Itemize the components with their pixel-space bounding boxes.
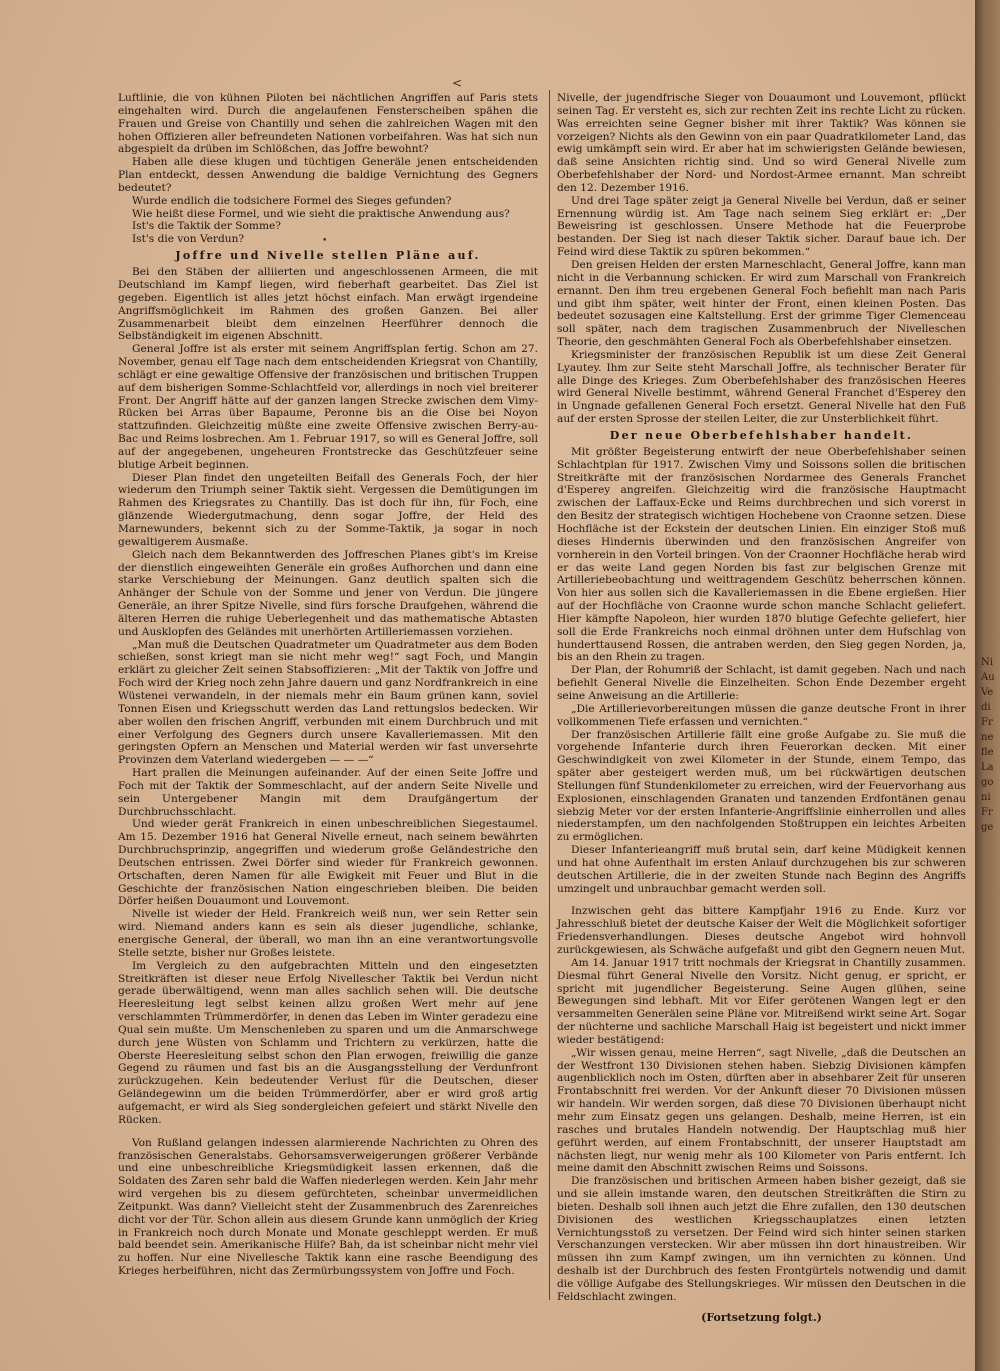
question-line: Wie heißt diese Formel, und wie sieht die praktische Anwendung aus? [132,207,510,220]
paragraph: Von Rußland gelangen indessen alarmierende Nachrichten zu Ohren des französischen Generalstabs. Gehorsamsverweigerungen größerer Verbände und eine unbeschreibliche Kriegsmüdigkeit lassen erkennen, daß die Soldaten des Zaren sehr bald die Waffen niederlegen werden. Kein Jahr mehr wird vergehen bis zu diesem gefürchteten, scheinbar unvermeidlichen Zeitpunkt. Was dann? Vielleicht steht der Zusammenbruch des Zarenreiches dicht vor der Tür. Schon allein aus diesem Grunde kann unmöglich der Krieg in Frankreich noch durch Monate und Monate geschleppt werden. Er muß bald beendet sein. Amerikanische Hilfe? Bah, da ist scheinbar nicht mehr viel zu hoffen. Nur eine Nivellesche Taktik kann eine rasche Beendigung des Krieges herbeiführen, nicht das Zermürbungssystem von Joffre und Foch. [118,1136,538,1278]
stray-dot: • [322,236,328,246]
paragraph: Bei den Stäben der alliierten und angeschlossenen Armeen, die mit Deutschland im Kampf liegen, wird fieberhaft gearbeitet. Das Ziel ist gegeben. Eigentlich ist alles jetzt höchst einfach. Man erwägt irgendeine Angriffsmöglichkeit im Rahmen des großen Ganzen. Bei aller Zusammenarbeit bleibt dem einzelnen Heerführer dennoch die Selbständigkeit im eigenen Abschnitt. [118,266,538,343]
paragraph: Kriegsminister der französischen Republik ist um diese Zeit General Lyautey. Ihm zur Seite steht Marschall Joffre, als technischer Berater für alle Dinge des Krieges. Zum Oberbefehlshaber des französischen Heeres wird General Nivelle bestimmt, während General Franchet d'Esperey den in Ungnade gefallenen General Foch ersetzt. General Nivelle hat den Fuß auf der ersten Sprosse der steilen Leiter, die zur Unsterblichkeit führt. [557,348,966,426]
next-page-edge [975,0,1000,1371]
paragraph: „Wir wissen genau, meine Herren“, sagt Nivelle, „daß die Deutschen an der Westfront 130 Divisionen stehen haben. Siebzig Divisionen kämpfen augenblicklich noch im Osten, dürften aber in absehbarer Zeit für unseren Frontabschnitt frei werden. Vor der Ankunft dieser 70 Divisionen müssen wir handeln. Wir werden sorgen, daß diese 70 Divisionen überhaupt nicht mehr zum Einsatz gegen uns gelangen. Deshalb, meine Herren, ist ein rasches und brutales Handeln notwendig. Der Hauptschlag muß hier geführt werden, auf einem Frontabschnitt, der unserer Hauptstadt am nächsten liegt, nur wenig mehr als 100 Kilometer von Paris entfernt. Ich meine damit den Abschnitt zwischen Reims und Soissons. [557,1046,966,1175]
quote: „Die Artillerievorbereitungen müssen die ganze deutsche Front in ihrer vollkommenen Tiefe erfassen und vernichten.“ [557,702,966,728]
paragraph: Hart prallen die Meinungen aufeinander. Auf der einen Seite Joffre und Foch mit der Taktik der Sommeschlacht, auf der andern Seite Nivelle und sein Untergebener Mangin mit dem Draufgängertum der Durchbruchsschlacht. [118,767,538,818]
paragraph: Haben alle diese klugen und tüchtigen Generäle jenen entscheidenden Plan entdeckt, dessen Anwendung die baldige Vernichtung des Gegners bedeutet? [118,156,538,194]
column-divider [549,90,550,1300]
next-page-fragment: Ve [981,687,994,698]
paragraph: Nivelle ist wieder der Held. Frankreich weiß nun, wer sein Retter sein wird. Niemand anders kann es sein als dieser jugendliche, schlanke, energische General, der überall, wo man ihn an eine verantwortungsvolle Stelle setzte, bisher nur Großes leistete. [118,908,538,959]
section-heading: Der neue Oberbefehlshaber handelt. [609,428,914,442]
next-page-fragment: La [981,762,994,773]
paragraph: Und drei Tage später zeigt ja General Nivelle bei Verdun, daß er seiner Ernennung würdig ist. Am Tage nach seinem Sieg erklärt er: „Der Beweisring ist geschlossen. Unsere Methode hat die Feuerprobe bestanden. Der Sieg ist nach dieser Taktik sicher. Darauf baue ich. Der Feind wird diese Taktik zu spüren bekommen.“ [557,194,966,259]
next-page-fragment: Au [981,672,995,683]
next-page-fragment: Fr [981,717,993,728]
paragraph: Nivelle, der jugendfrische Sieger von Douaumont und Louvemont, pflückt seinen Tag. Er versteht es, sich zur rechten Zeit ins rechte Licht zu rücken. Was erreichten seine Gegner bisher mit ihrer Taktik? Was können sie vorzeigen? Nichts als den Gewinn von ein paar Quadratkilometer Land, das ewig umkämpft sein wird. Er aber hat im schwierigsten Gelände bewiesen, daß seine Ansichten richtig sind. Und so wird General Nivelle zum Oberbefehlshaber der Nord- und Nordost-Armee ernannt. Man schreibt den 12. Dezember 1916. [557,92,966,194]
paragraph: Mit größter Begeisterung entwirft der neue Oberbefehlshaber seinen Schlachtplan für 1917. Zwischen Vimy und Soissons sollen die britischen Streitkräfte mit der französischen Nordarmee des Generals Franchet d'Esperey angreifen. Gleichzeitig wird die französische Hauptmacht zwischen der Laffaux-Ecke und Reims durchbrechen und sich vorerst in den Besitz der strategisch wichtigen Hochebene von Craonne setzen. Diese Hochfläche ist der Eckstein der deutschen Linien. Ein einziger Stoß muß dieses Hindernis überwinden und den französischen Angreifer von vornherein in den Vorteil bringen. Von der Craonner Hochfläche herab wird er das weite Land gegen Norden bis fast zur belgischen Grenze mit Artilleriebeobachtung und weittragendem Geschütz beherrschen können. Von hier aus sollen sich die Kavalleriemassen in die Ebene ergießen. Hier auf der Hochfläche von Craonne wurde schon manche Schlacht geliefert. Hier kämpfte Napoleon, hier wurden 1870 blutige Gefechte geliefert, hier soll die Erde Frankreichs noch einmal dröhnen unter dem Hufschlag von hunderttausend Rossen, die antraben werden, den Sieg gegen Norden, ja, bis an den Rhein zu tragen. [557,445,966,664]
spacer [118,1127,538,1137]
next-page-fragment: Fr [981,807,993,818]
question-line: Ist's die von Verdun? [132,233,245,246]
next-page-fragment: di [981,702,991,713]
next-page-fragment: ni [981,792,991,803]
paragraph: General Joffre ist als erster mit seinem Angriffsplan fertig. Schon am 27. November, genau elf Tage nach dem entscheidenden Kriegsrat von Chantilly, schlägt er eine gewaltige Offensive der französischen und britischen Truppen auf dem bisherigen Somme-Schlachtfeld vor, allerdings in noch viel breiterer Front. Der Angriff hätte auf der ganzen langen Strecke zwischen dem Vimy-Rücken bei Arras über Bapaume, Peronne bis an die Oise bei Noyon stattzufinden. Gleichzeitig müßte eine zweite Offensive zwischen Berry-au-Bac und Reims losbrechen. Am 1. Februar 1917, so will es General Joffre, soll auf der angegebenen, ungeheuren Frontstrecke das Geschützfeuer seine blutige Arbeit beginnen. [118,343,538,471]
paragraph: „Man muß die Deutschen Quadratmeter um Quadratmeter aus dem Boden schießen, sonst kriegt man sie nicht mehr weg!“ sagt Foch, und Mangin erklärt zu gleicher Zeit seinen Stabsoffizieren: „Mit der Taktik von Joffre und Foch wird der Krieg noch zehn Jahre dauern und ganz Nordfrankreich in eine Wüstenei verwandeln, in der niemals mehr ein Baum grünen kann, soviel Tonnen Eisen und Kriegsschutt werden das Land rettungslos bedecken. Wir aber wollen den frischen Angriff, verbunden mit einem Durchbruch und mit einer Verfolgung des Gegners durch unsere Kavalleriemassen. Mit den geringsten Opfern an Menschen und Material werden wir fast unversehrte Provinzen dem Vaterland wiedergeben — — —“ [118,638,538,767]
paragraph: Der französischen Artillerie fällt eine große Aufgabe zu. Sie muß die vorgehende Infanterie durch ihren Feuerorkan decken. Mit einer Geschwindigkeit von zwei Kilometer in der Stunde, einem Tempo, das später aber gesteigert werden muß, um bei rückwärtigen deutschen Stellungen fünf Stundenkilometer zu erreichen, wird der Feuervorhang aus Explosionen, einschlagenden Granaten und tanzenden Erdfontänen genau siebzig Meter vor der ersten Infanterie-Angriffslinie einherrollen und alles niederstampfen, um den nachfolgenden Stoßtruppen ein leichtes Arbeiten zu ermöglichen. [557,728,966,844]
next-page-fragment: Ni [981,657,993,668]
paragraph: Den greisen Helden der ersten Marneschlacht, General Joffre, kann man nicht in die Verbannung schicken. Er wird zum Marschall von Frankreich ernannt. Den ihm treu ergebenen General Foch befiehlt man nach Paris und gibt ihm später, weit hinter der Front, einen kleinen Posten. Das bedeutet sozusagen eine Kaltstellung. Erst der grimme Tiger Clemenceau soll später, nach dem tragischen Zusammenbruch der Nivelleschen Theorie, den geschmähten General Foch als Oberbefehlshaber einsetzen. [557,258,966,349]
question-line: Ist's die Taktik der Somme? [132,220,281,233]
paragraph: Der Plan, der Rohumriß der Schlacht, ist damit gegeben. Nach und nach befiehlt General Nivelle die Einzelheiten. Schon Ende Dezember ergeht seine Anweisung an die Artillerie: [557,664,966,702]
left-column [118,92,538,1278]
section-heading: Joffre und Nivelle stellen Pläne auf. [175,249,481,263]
paragraph: Luftlinie, die von kühnen Piloten bei nächtlichen Angriffen auf Paris stets eingehalten wird. Durch die angelaufenen Fensterscheiben spähen die Frauen und Greise von Chantilly und sehen die zahlreichen Wagen mit den hohen Offizieren aller befreundeten Nationen vorbeifahren. Was hat sich nun abgespielt da drüben im Schlößchen, das Joffre bewohnt? [118,92,538,156]
paragraph: Dieser Plan findet den ungeteilten Beifall des Generals Foch, der hier wiederum den Triumph seiner Taktik sieht. Vergessen die Demütigungen im Rahmen des Kriegsrates zu Chantilly. Das ist doch für ihn, für Foch, eine glänzende Wiedergutmachung, denn sogar Joffre, der Held des Marnewunders, bekennt sich zu der Somme-Taktik, ja sogar in noch gewaltigerem Ausmaße. [118,471,538,548]
spacer [557,895,966,905]
question-line: Wurde endlich die todsichere Formel des Sieges gefunden? [132,194,452,207]
next-page-fragment: go [981,777,994,788]
paragraph: Die französischen und britischen Armeen haben bisher gezeigt, daß sie und sie allein imstande waren, den deutschen Streitkräften die Stirn zu bieten. Deshalb soll ihnen auch jetzt die Ehre zufallen, den 130 deutschen Divisionen des westlichen Kriegsschauplatzes einen letzten Vernichtungsstoß zu versetzen. Der Feind wird sich hinter seinen starken Verschanzungen verstecken. Wir aber müssen ihn dort hinaustreiben. Wir müssen ihn zum Kampf zwingen, um ihn vernichten zu können. Und deshalb ist der Durchbruch des festen Frontgürtels notwendig und damit die völlige Aufgabe des Stellungskrieges. Wir müssen den Deutschen in die Feldschlacht zwingen. [557,1175,966,1303]
paragraph: Und wieder gerät Frankreich in einen unbeschreiblichen Siegestaumel. Am 15. Dezember 1916 hat General Nivelle erneut, nach seinem bewährten Durchbruchsprinzip, angegriffen und wiederum große Geländestriche den Deutschen entrissen. Zwei Dörfer sind wieder für Frankreich gewonnen. Ortschaften, deren Namen für alle Ewigkeit mit Feuer und Blut in die Geschichte der französischen Nation eingeschrieben bleiben. Die beiden Dörfer heißen Douaumont und Louvemont. [118,818,538,908]
paragraph: Dieser Infanterieangriff muß brutal sein, darf keine Müdigkeit kennen und hat ohne Aufenthalt im ersten Anlauf durchzugehen bis zur schweren deutschen Artillerie, die in der zweiten Stunde nach Beginn des Angriffs umzingelt und unbrauchbar gemacht werden soll. [557,844,966,895]
paragraph: Am 14. Januar 1917 tritt nochmals der Kriegsrat in Chantilly zusammen. Diesmal führt General Nivelle den Vorsitz. Nicht genug, er spricht, er spricht mit jugendlicher Begeisterung. Seine Augen glühen, seine Bewegungen sind lebhaft. Mit vor Eifer gerötenen Wangen legt er den versammelten Generälen seine Pläne vor. Mitreißend wirkt seine Art. Sogar der nüchterne und sachliche Marschall Haig ist begeistert und nickt immer wieder bestätigend: [557,956,966,1046]
next-page-fragment: ge [981,822,994,833]
paragraph: Im Vergleich zu den aufgebrachten Mitteln und den eingesetzten Streitkräften ist dieser neue Erfolg Nivellescher Taktik bei Verdun nicht gerade überwältigend, wenn man alles sachlich sehen will. Die deutsche Heeresleitung legt selbst keinen allzu großen Wert mehr auf jene verschlammten Trümmerdörfer, in denen das Leben im Winter geradezu eine Qual sein mußte. Um Menschenleben zu sparen und um die Anmarschwege durch jene Wüsten von Schlamm und Trichtern zu verkürzen, hatte die Oberste Heeresleitung selbst schon den Plan erwogen, freiwillig die ganze Gegend zu räumen und fast bis an die Ausgangsstellung der Verdunfront zurückzugehen. Kein bedeutender Verlust für die Deutschen, dieser Geländegewinn um die beiden Trümmerdörfer, aber er wird groß artig aufgemacht, er wird als Sieg sondergleichen gefeiert und stärkt Nivelle den Rücken. [118,959,538,1126]
next-page-fragment: fle [981,747,994,758]
next-page-fragment: ne [981,732,994,743]
continuation-note: (Fortsetzung folgt.) [701,1310,822,1324]
paragraph: Gleich nach dem Bekanntwerden des Joffreschen Planes gibt's im Kreise der dienstlich eingeweihten Generäle ein großes Aufhorchen und dann eine starke Verschiebung der Meinungen. Ganz deutlich spalten sich die Anhänger der Schule von der Somme und jener von Verdun. Die jüngere Generäle, an ihrer Spitze Nivelle, sind fürs forsche Draufgehen, während die älteren Herren die ruhige Ueberlegenheit und das mathematische Abtasten und Ausklopfen des Geländes mit unerhörten Artilleriemassen vorziehen. [118,548,538,638]
paragraph: Inzwischen geht das bittere Kampfjahr 1916 zu Ende. Kurz vor Jahresschluß bietet der deutsche Kaiser der Welt die Möglichkeit sofortiger Friedensverhandlungen. Dieses deutsche Angebot wird hohnvoll zurückgewiesen, als Schwäche aufgefaßt und gibt den Gegnern neuen Mut. [557,905,966,956]
stray-mark-top: < [452,76,463,90]
right-column [557,92,966,1324]
